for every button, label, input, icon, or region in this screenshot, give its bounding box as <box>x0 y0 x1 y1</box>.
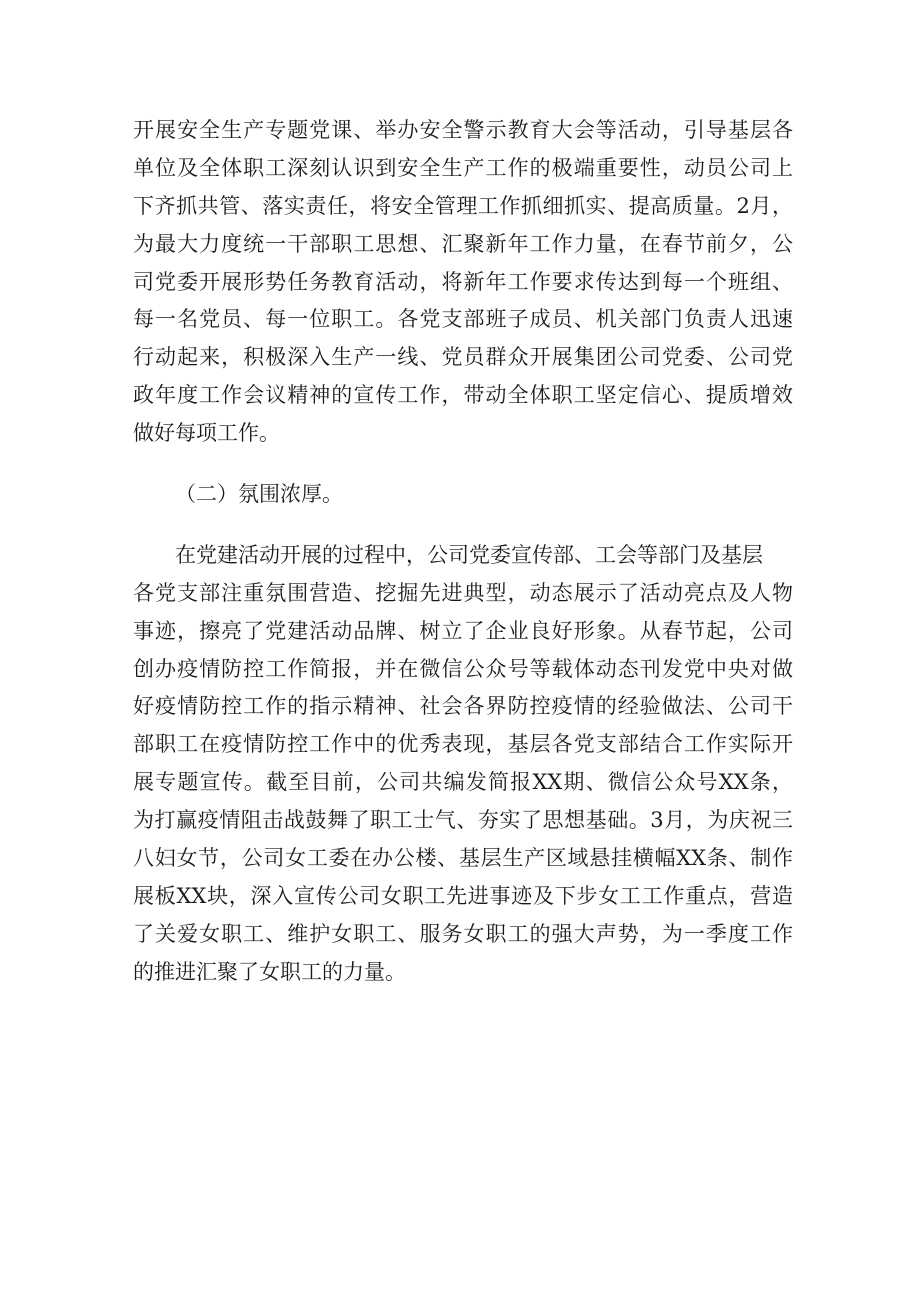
paragraph-1-line: 开展安全生产专题党课、举办安全警示教育大会等活动，引导基层各 <box>133 118 793 142</box>
paragraph-2-line: 事迹，擦亮了党建活动品牌、树立了企业良好形象。从春节起，公司 <box>133 618 793 643</box>
paragraph-2-line: 在党建活动开展的过程中，公司党委宣传部、工会等部门及基层 <box>175 542 763 567</box>
paragraph-1-line: 做好每项工作。 <box>133 421 280 446</box>
paragraph-spacer <box>133 453 793 476</box>
paragraph-1-line: 下齐抓共管、落实责任，将安全管理工作抓细抓实、提高质量。2月， <box>133 193 793 218</box>
paragraph-1-line: 为最大力度统一干部职工思想、汇聚新年工作力量，在春节前夕，公 <box>133 231 793 256</box>
paragraph-1-line: 司党委开展形势任务教育活动，将新年工作要求传达到每一个班组、 <box>133 269 793 294</box>
paragraph-2-line: 好疫情防控工作的指示精神、社会各界防控疫情的经验做法、公司干 <box>133 694 793 719</box>
paragraph-spacer <box>133 514 793 537</box>
paragraph-1-line: 单位及全体职工深刻认识到安全生产工作的极端重要性，动员公司上 <box>133 155 793 180</box>
paragraph-2 <box>133 537 793 992</box>
paragraph-2-line: 展板XX块，深入宣传公司女职工先进事迹及下步女工工作重点，营造 <box>133 883 793 908</box>
paragraph-1-line: 政年度工作会议精神的宣传工作，带动全体职工坚定信心、提质增效 <box>133 383 793 408</box>
paragraph-2-line: 八妇女节，公司女工委在办公楼、基层生产区域悬挂横幅XX条、制作 <box>133 846 793 871</box>
paragraph-2-line: 创办疫情防控工作简报，并在微信公众号等载体动态刊发党中央对做 <box>133 656 793 681</box>
paragraph-2-line: 为打赢疫情阻击战鼓舞了职工士气、夯实了思想基础。3月，为庆祝三 <box>133 808 793 833</box>
paragraph-2-line: 的推进汇聚了女职工的力量。 <box>133 959 406 984</box>
document-body <box>133 112 793 992</box>
paragraph-2-line: 部职工在疫情防控工作中的优秀表现，基层各党支部结合工作实际开 <box>133 732 793 757</box>
paragraph-1-line: 每一名党员、每一位职工。各党支部班子成员、机关部门负责人迅速 <box>133 307 793 332</box>
paragraph-2-line: 了关爱女职工、维护女职工、服务女职工的强大声势，为一季度工作 <box>133 921 793 946</box>
paragraph-2-line: 各党支部注重氛围营造、挖掘先进典型，动态展示了活动亮点及人物 <box>133 580 793 605</box>
paragraph-2-line: 展专题宣传。截至目前，公司共编发简报XX期、微信公众号XX条， <box>133 770 793 795</box>
section-heading: （二）氛围浓厚。 <box>175 482 343 507</box>
paragraph-1-line: 行动起来，积极深入生产一线、党员群众开展集团公司党委、公司党 <box>133 345 793 370</box>
paragraph-1 <box>133 112 793 453</box>
